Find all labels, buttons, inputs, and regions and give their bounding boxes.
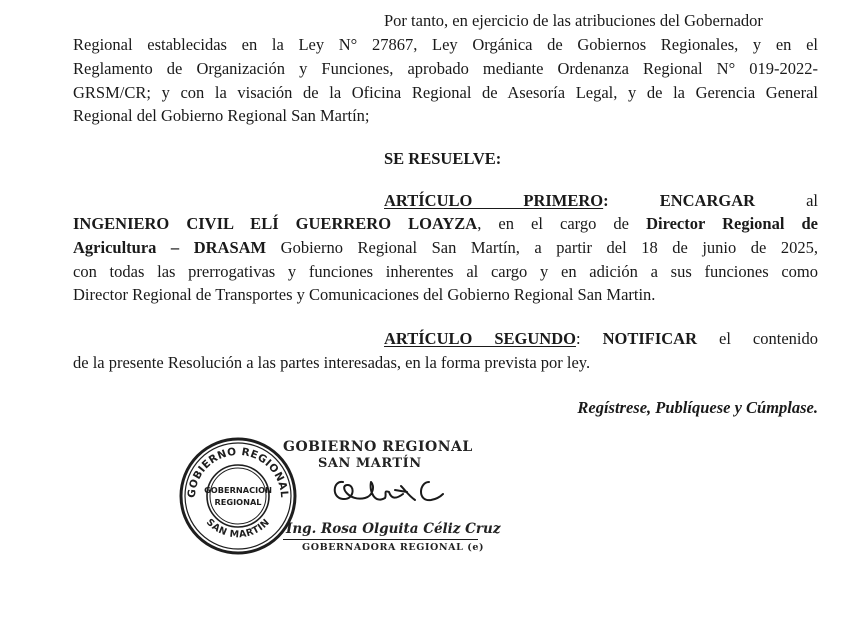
stamp-inner1: GOBERNACION bbox=[204, 485, 272, 495]
resolve-heading: SE RESUELVE: bbox=[384, 149, 502, 168]
article1-name: INGENIERO CIVIL ELÍ GUERRERO LOAYZA bbox=[73, 214, 478, 233]
article1-line4: con todas las prerrogativas y funciones inherentes al cargo y en adición a sus funciones como bbox=[73, 262, 818, 281]
article2-line1 bbox=[384, 331, 818, 348]
signature-rule bbox=[283, 538, 478, 541]
article1-line5: Director Regional de Transportes y Comunicaciones del Gobierno Regional San Martin. bbox=[73, 285, 656, 304]
article2-action: NOTIFICAR bbox=[602, 329, 697, 348]
paragraph1-line4: GRSM/CR; y con la visación de la Oficina Regional de Asesoría Legal, y de la Gerencia General bbox=[73, 83, 818, 102]
article2-after: el contenido bbox=[697, 329, 818, 348]
stamp-inner2: REGIONAL bbox=[214, 497, 262, 507]
paragraph1-line5: Regional del Gobierno Regional San Martín; bbox=[73, 106, 370, 125]
stamp-bottom-arc: SAN MARTIN bbox=[203, 516, 273, 541]
paragraph1-line1: Por tanto, en ejercicio de las atribuciones del Gobernador bbox=[384, 11, 763, 30]
handwritten-signature-icon bbox=[325, 468, 465, 516]
article1-al: al bbox=[806, 191, 818, 210]
article1-position-b: Agricultura – DRASAM bbox=[73, 238, 267, 257]
article1-rest-line3: Gobierno Regional San Martín, a partir del 18 de junio de 2025, bbox=[266, 238, 818, 257]
article1-line2 bbox=[73, 216, 818, 233]
signer-name: Ing. Rosa Olguita Céliz Cruz bbox=[286, 521, 501, 537]
article2-colon: : bbox=[575, 329, 603, 348]
article1-position-a: Director Regional de bbox=[646, 214, 818, 233]
signature-header1: GOBIERNO REGIONAL bbox=[283, 439, 473, 455]
stamp-icon bbox=[178, 436, 298, 556]
paragraph1-line2: Regional establecidas en la Ley N° 27867, Ley Orgánica de Gobiernos Regionales, y en el bbox=[73, 35, 818, 54]
svg-text:SAN MARTIN bbox=[204, 517, 272, 541]
signature-header2: SAN MARTÍN bbox=[318, 456, 422, 471]
official-stamp bbox=[178, 436, 298, 556]
signer-title: GOBERNADORA REGIONAL (e) bbox=[302, 542, 485, 553]
stamp-top-arc: GOBIERNO REGIONAL bbox=[185, 445, 291, 499]
article1-after-name: , en el cargo de bbox=[477, 214, 647, 233]
article2-label: ARTÍCULO SEGUNDO bbox=[384, 329, 576, 348]
closing-formula: Regístrese, Publíquese y Cúmplase. bbox=[577, 398, 818, 417]
article1-action: ENCARGAR bbox=[659, 191, 756, 210]
article1-line3 bbox=[73, 240, 818, 257]
article1-label: ARTÍCULO PRIMERO bbox=[384, 191, 604, 210]
article2-line2: de la presente Resolución a las partes interesadas, en la forma prevista por ley. bbox=[73, 353, 591, 372]
paragraph1-line3: Reglamento de Organización y Funciones, aprobado mediante Ordenanza Regional N° 019-2022- bbox=[73, 59, 818, 78]
article1-line1 bbox=[384, 193, 818, 210]
article1-colon: : bbox=[603, 191, 609, 210]
